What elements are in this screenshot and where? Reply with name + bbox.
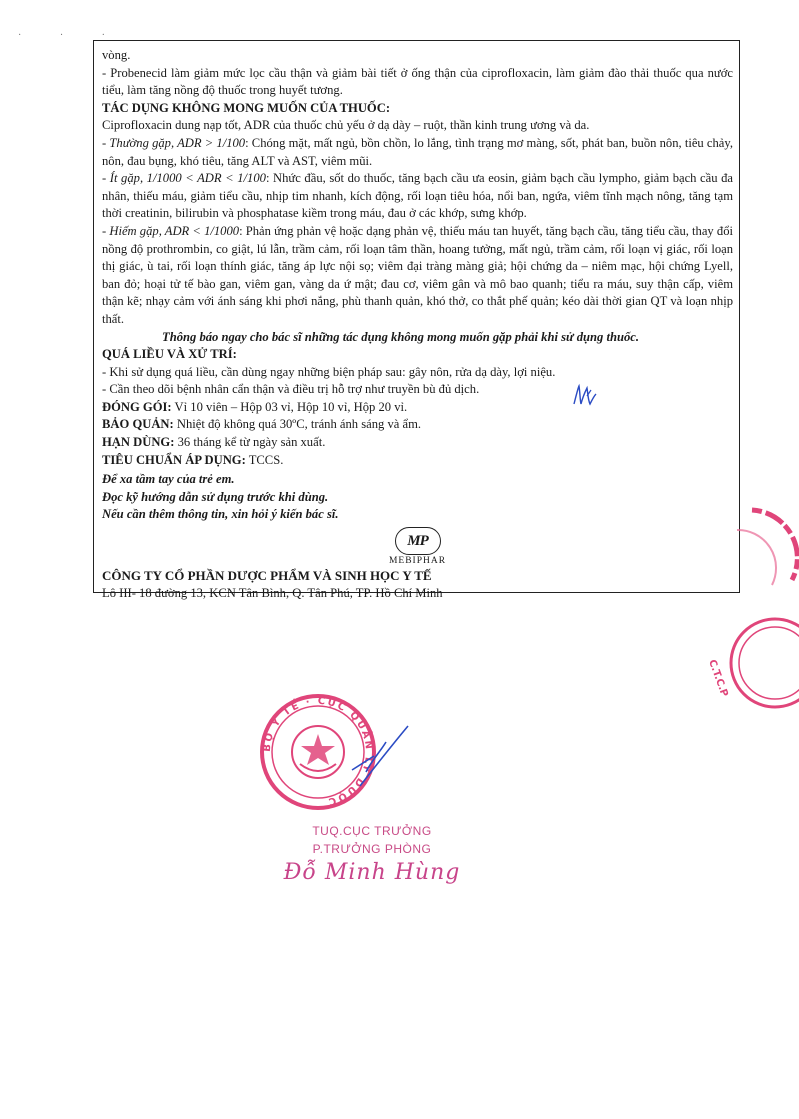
standard-line [102,452,733,470]
storage-label: BẢO QUẢN: [102,417,174,432]
logo-name: MEBIPHAR [388,555,447,566]
continuation-text: vòng. [102,48,131,62]
storage-line [102,416,733,434]
packing-value: Vỉ 10 viên – Hộp 03 vỉ, Hộp 10 vỉ, Hộp 20 vỉ. [171,399,408,414]
overdose-heading: QUÁ LIỀU VÀ XỬ TRÍ: [102,347,237,362]
signature-block [262,822,482,885]
adr-common-label: Thường gặp, ADR > 1/100 [109,135,246,150]
seal-text: BỘ Y TẾ · CỤC QUẢN LÝ DƯỢC [261,695,375,808]
standard-label: TIÊU CHUẨN ÁP DỤNG: [102,452,246,467]
company-name: CÔNG TY CỔ PHẦN DƯỢC PHẨM VÀ SINH HỌC Y TẾ [102,567,432,583]
signatory-title-1: TUQ.CỤC TRƯỞNG [312,824,432,838]
adr-intro: Ciprofloxacin dung nạp tốt, ADR của thuốc chủ yếu ở dạ dày – ruột, thần kinh trung ương và da. [102,118,590,133]
seal-star-icon [301,734,335,765]
side-stamp-text: C.T.C.P [706,658,730,699]
handwritten-initial-mark [570,382,600,410]
company-stamp-partial [685,608,799,718]
adr-common: - Thường gặp, ADR > 1/100: Chóng mặt, mất ngủ, bồn chồn, lo lắng, tình trạng mơ màng, sốt, phát ban, buồn nôn, tiêu chảy, nôn, đau bụng, khó tiêu, tăng ALT và AST, viêm mũi. [102,135,733,168]
adr-notice: Thông báo ngay cho bác sĩ những tác dụng không mong muốn gặp phải khi sử dụng thuốc. [162,329,639,344]
expiry-label: HẠN DÙNG: [102,435,175,450]
probenecid-text: - Probenecid làm giảm mức lọc cầu thận và giảm bài tiết ở ống thận của ciprofloxacin, làm giảm đào thải thuốc qua nước tiểu, làm tăng nồng độ thuốc trong huyết tương. [102,65,733,98]
logo-mark: MP [395,527,441,555]
adr-rare-label: Hiếm gặp, ADR < 1/1000 [109,223,240,238]
storage-value: Nhiệt độ không quá 30ºC, tránh ánh sáng và ẩm. [173,417,422,432]
signatory-title-2: P.TRƯỞNG PHÒNG [312,842,432,856]
adr-uncommon: - Ít gặp, 1/1000 < ADR < 1/100: Nhức đầu, sốt do thuốc, tăng bạch cầu ưa eosin, giảm bạch cầu lympho, giảm bạch cầu đa nhân, thiếu máu, giảm tiểu cầu, nhịp tim nhanh, kích động, rối loạn tiêu hóa, nổi ban, ngứa, viêm tĩnh mạch nông, tăng tạm thời creatinin, bilirubin và phosphatase kiềm trong máu, đau ở các khớp, sưng khớp. [102,171,734,221]
ministry-seal [248,690,418,810]
overdose-step-2: - Cần theo dõi bệnh nhân cẩn thận và điều trị hỗ trợ như truyền bù đủ dịch. [102,382,480,397]
warning-read-instructions: Đọc kỹ hướng dẫn sử dụng trước khi dùng. [102,489,329,504]
adr-heading: TÁC DỤNG KHÔNG MONG MUỐN CỦA THUỐC: [102,100,391,115]
edge-stamp-partial [732,500,799,590]
signatory-name: Đỗ Minh Hùng [283,860,461,885]
packing-line [102,399,733,417]
packing-label: ĐÓNG GÓI: [102,399,172,414]
scan-specks: · · · [18,30,123,41]
standard-value: TCCS. [245,452,284,467]
adr-rare-text: : Phản ứng phản vệ hoặc dạng phản vệ, thiếu máu tan huyết, tăng bạch cầu, tăng tiểu cầu, thay đổi nồng độ prothrombin, co giật, lú lẫn, trầm cảm, rối loạn tâm thần, hoang tưởng, mất ngủ, trầm cảm, rối loạn vị giác, rối loạn thị giác, ù tai, rối loạn thính giác, tăng áp lực nội sọ; viêm đại tràng màng giả; hội chứng da – niêm mạc, hội chứng Lyell, ban đỏ; hoại tử tế bào gan, viêm gan, vàng da ứ mật; đau cơ, viêm gân và mô bao quanh; tiểu ra máu, suy thận cấp, viêm thận kẽ; nhạy cảm với ánh sáng khi phơi nắng, phù thanh quản, khó thở, co thắt phế quản; kéo dài thời gian QT và loạn nhịp thất. [102,223,733,326]
warning-ask-doctor: Nếu cần thêm thông tin, xin hỏi ý kiến bác sĩ. [102,507,339,522]
leaflet-box [93,40,740,600]
adr-uncommon-text: : Nhức đầu, sốt do thuốc, tăng bạch cầu ưa eosin, giảm bạch cầu lympho, giảm bạch cầu đa nhân, thiếu máu, giảm tiểu cầu, nhịp tim nhanh, kích động, rối loạn tiêu hóa, nổi ban, ngứa, viêm tĩnh mạch nông, tăng tạm thời creatinin, bilirubin và phosphatase kiềm trong máu, đau ở các khớp, sưng khớp. [102,171,734,221]
overdose-step-1: - Khi sử dụng quá liều, cần dùng ngay những biện pháp sau: gây nôn, rửa dạ dày, lợi niệu. [102,364,556,379]
expiry-value: 36 tháng kể từ ngày sản xuất. [174,435,326,450]
adr-rare: - Hiếm gặp, ADR < 1/1000: Phản ứng phản vệ hoặc dạng phản vệ, thiếu máu tan huyết, tăng bạch cầu, tăng tiểu cầu, thay đổi nồng độ prothrombin, co giật, lú lẫn, trầm cảm, rối loạn tâm thần, hoang tưởng, mất ngủ, trầm cảm, rối loạn vị giác, rối loạn thị giác, ù tai, rối loạn thính giác, tăng áp lực nội sọ; viêm đại tràng màng giả; hội chứng da – niêm mạc, hội chứng Lyell, ban đỏ; hoại tử tế bào gan, viêm gan, vàng da ứ mật; đau cơ, viêm gân và mô bao quanh; tiểu ra máu, suy thận cấp, viêm thận kẽ; nhạy cảm với ánh sáng khi phơi nắng, phù thanh quản, khó thở, co thắt phế quản; kéo dài thời gian QT và loạn nhịp thất. [102,223,733,326]
warning-children: Để xa tầm tay của trẻ em. [102,472,235,487]
company-address: Lô III- 18 đường 13, KCN Tân Bình, Q. Tân Phú, TP. Hồ Chí Minh [102,585,443,600]
expiry-line [102,434,733,452]
adr-common-text: : Chóng mặt, mất ngủ, bồn chồn, lo lắng, tình trạng mơ màng, sốt, phát ban, buồn nôn, tiêu chảy, nôn, đau bụng, khó tiêu, tăng ALT và AST, viêm mũi. [102,135,733,168]
company-logo [102,527,733,567]
adr-uncommon-label: Ít gặp, 1/1000 < ADR < 1/100 [109,171,266,186]
